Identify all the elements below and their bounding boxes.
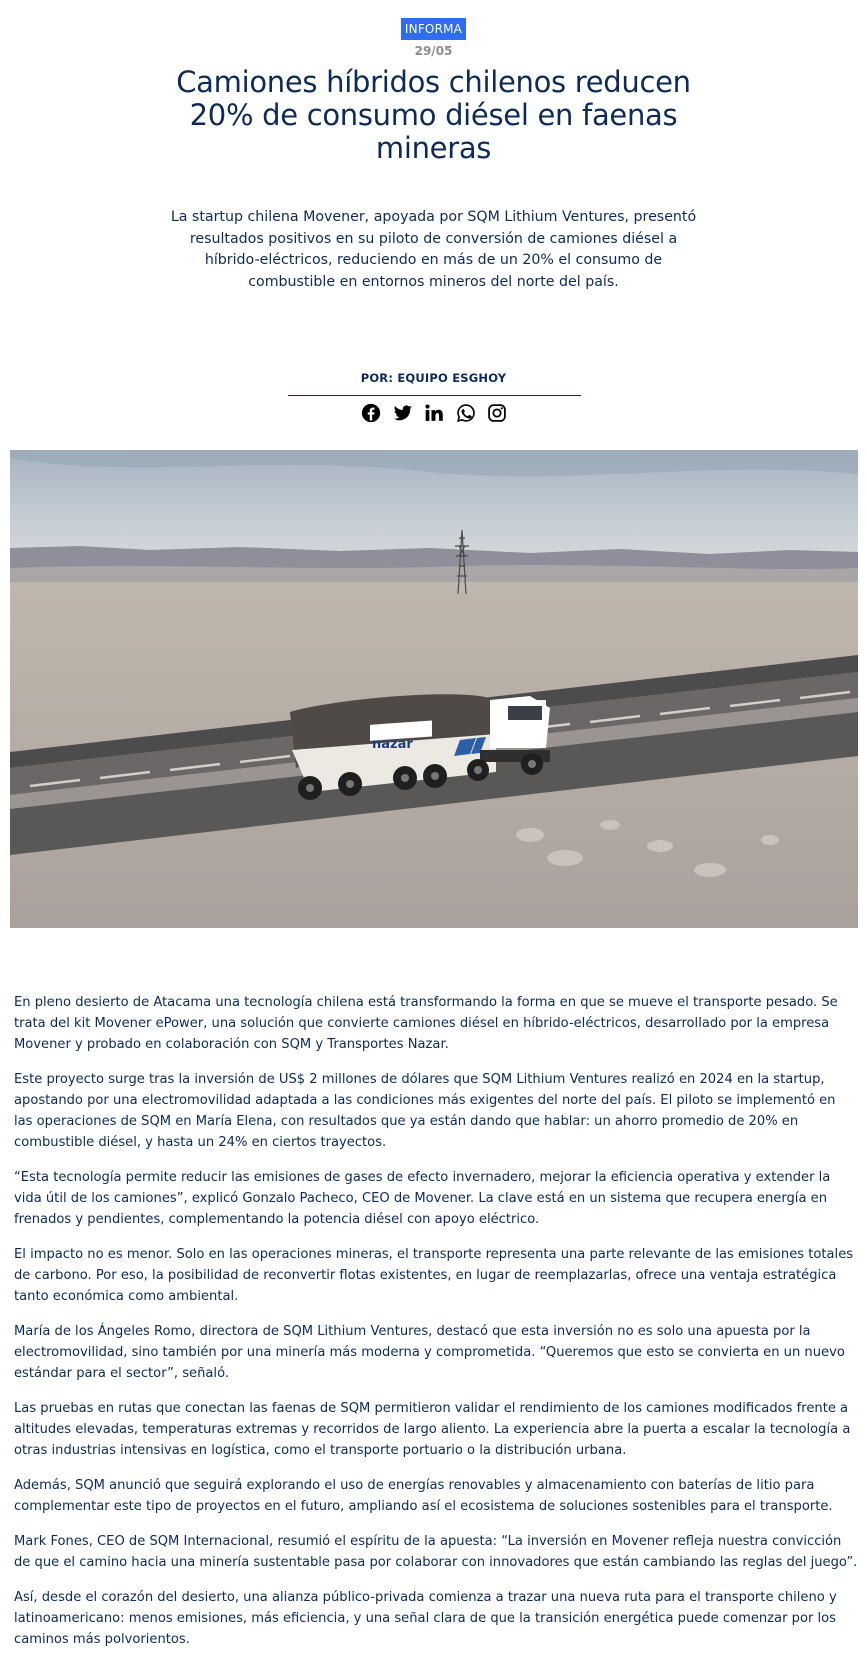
article-paragraph: María de los Ángeles Romo, directora de SQM Lithium Ventures, destacó que esta inversión no es solo una apuesta por la electromovilidad, sino también por una minería más moderna y comprometida. “Queremos que esto se convierta en un nuevo estándar para el sector”, señaló. <box>14 1324 845 1381</box>
article-paragraph: Así, desde el corazón del desierto, una alianza público-privada comienza a trazar una nueva ruta para el transporte chileno y latinoamericano: menos emisiones, más eficiencia, y una señal clara de que la transición energética puede comenzar por los caminos más polvorientos. <box>14 1590 837 1647</box>
trailer-brand-label: nazar <box>372 737 413 752</box>
linkedin-icon[interactable] <box>423 402 445 424</box>
article-body <box>14 992 858 1664</box>
twitter-icon[interactable] <box>392 402 414 424</box>
category-badge[interactable]: INFORMA <box>401 18 466 40</box>
article-paragraph: Este proyecto surge tras la inversión de US$ 2 millones de dólares que SQM Lithium Ventures realizó en 2024 en la startup, apostando por una electromovilidad adaptada a las condiciones más exigentes del norte del país. El piloto se implementó en las operaciones de SQM en María Elena, con resultados que ya están dando que hablar: un ahorro promedio de 20% en combustible diésel, y hasta un 24% en ciertos trayectos. <box>14 1072 836 1150</box>
article-paragraph: Mark Fones, CEO de SQM Internacional, resumió el espíritu de la apuesta: “La inversión en Movener refleja nuestra convicción de que el camino hacia una minería sustentable pasa por colaborar con innovadores que están cambiando las reglas del juego”. <box>14 1534 858 1570</box>
facebook-icon[interactable] <box>360 402 382 424</box>
share-bar <box>360 400 508 426</box>
article-date: 29/05 <box>414 44 453 58</box>
article-paragraph: Además, SQM anunció que seguirá explorando el uso de energías renovables y almacenamiento con baterías de litio para complementar este tipo de proyectos en el futuro, ampliando así el ecosistema de soluciones sostenibles para el transporte. <box>14 1478 833 1514</box>
article-lead: La startup chilena Movener, apoyada por SQM Lithium Ventures, presentó resultados positivos en su piloto de conversión de camiones diésel a híbrido-eléctricos, reduciendo en más de un 20% el consumo de combustible en entornos mineros del norte del país. <box>170 209 697 291</box>
article-paragraph: El impacto no es menor. Solo en las operaciones mineras, el transporte representa una parte relevante de las emisiones totales de carbono. Por eso, la posibilidad de reconvertir flotas existentes, en lugar de reemplazarlas, ofrece una ventaja estratégica tanto económica como ambiental. <box>14 1247 854 1304</box>
article-paragraph: “Esta tecnología permite reducir las emisiones de gases de efecto invernadero, mejorar la eficiencia operativa y extender la vida útil de los camiones”, explicó Gonzalo Pacheco, CEO de Movener. La clave está en un sistema que recupera energía en frenados y pendientes, complementando la potencia diésel con apoyo eléctrico. <box>14 1170 831 1227</box>
hero-image <box>10 450 858 928</box>
desert-truck-illustration <box>10 450 858 928</box>
instagram-icon[interactable] <box>486 402 508 424</box>
article-paragraph: Las pruebas en rutas que conectan las faenas de SQM permitieron validar el rendimiento de los camiones modificados frente a altitudes elevadas, temperaturas extremas y recorridos de largo aliento. La experiencia abre la puerta a escalar la tecnología a otras industrias intensivas en logística, como el transporte portuario o la distribución urbana. <box>14 1401 851 1458</box>
article-paragraph: En pleno desierto de Atacama una tecnología chilena está transformando la forma en que se mueve el transporte pesado. Se trata del kit Movener ePower, una solución que convierte camiones diésel en híbrido-eléctricos, desarrollado por la empresa Movener y probado en colaboración con SQM y Transportes Nazar. <box>14 995 838 1052</box>
article-author: POR: EQUIPO ESGHOY <box>360 371 507 385</box>
article-title: Camiones híbridos chilenos reducen 20% de consumo diésel en faenas mineras <box>176 65 691 165</box>
whatsapp-icon[interactable] <box>455 402 477 424</box>
author-divider <box>288 395 581 396</box>
